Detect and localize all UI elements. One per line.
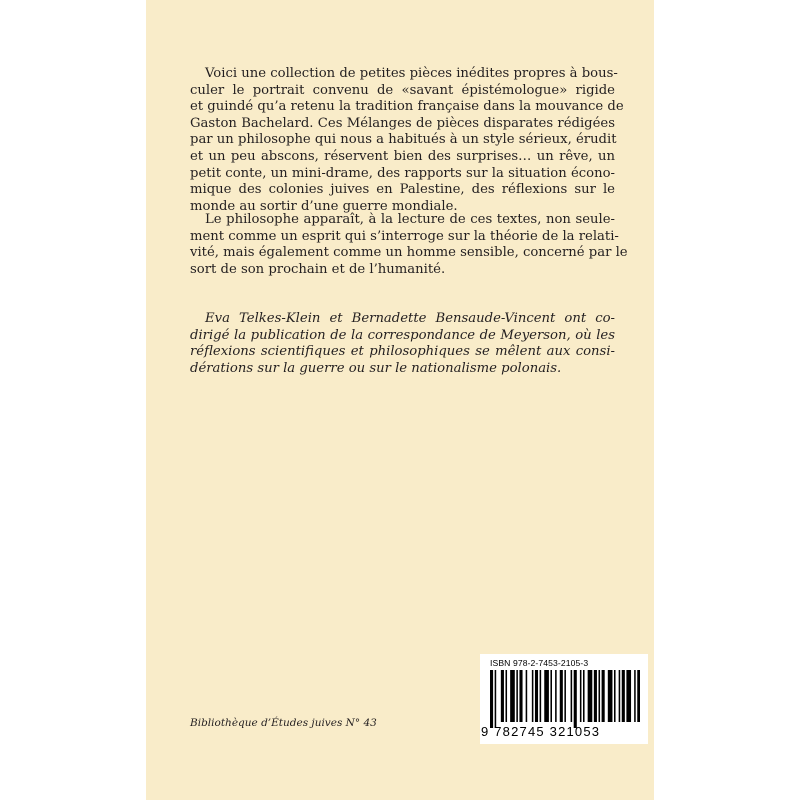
barcode-bar [540, 670, 542, 722]
barcode-bar [501, 670, 504, 722]
text-line: monde au sortir d’une guerre mondiale. [190, 198, 458, 214]
text-line: culer le portrait convenu de «savant épistémologue» rigide [190, 82, 615, 98]
barcode-bar [564, 670, 566, 722]
text-line: Voici une collection de petites pièces inédites propres à bous- [205, 66, 618, 81]
barcode-bar [626, 670, 631, 722]
barcode-bar [526, 670, 528, 722]
barcode-bar [519, 670, 522, 722]
text-line: et guindé qu’a retenu la tradition française dans la mouvance de [190, 99, 624, 115]
barcode-bar [571, 670, 573, 722]
text-line: dérations sur la guerre ou sur le nationalisme polonais. [190, 360, 562, 376]
isbn-label: ISBN 978-2-7453-2105-3 [490, 658, 589, 668]
barcode-bar [574, 670, 577, 728]
text-line: par un philosophe qui nous a habitués à un style sérieux, érudit [190, 132, 617, 148]
barcode-bar [637, 670, 640, 722]
barcode-bar [544, 670, 549, 722]
barcode-bar [516, 670, 518, 722]
barcode-digits: 9 782745 321053 [481, 724, 601, 739]
barcode-icon [488, 670, 640, 730]
text-line: dirigé la publication de la correspondance de Meyerson, où les [190, 327, 615, 343]
barcode-bar [588, 670, 593, 722]
editors-note [190, 311, 615, 377]
text-line: Le philosophe apparaît, à la lecture de ces textes, non seule- [205, 212, 615, 227]
back-cover [146, 0, 654, 800]
barcode-bar [622, 670, 625, 722]
text-line: Eva Telkes-Klein et Bernadette Bensaude-Vincent ont co- [205, 311, 615, 326]
blurb-paragraph-1 [190, 66, 624, 215]
barcode-bar [535, 670, 538, 722]
barcode-bar [594, 670, 597, 722]
barcode-bar [614, 670, 616, 722]
barcode-bar [608, 670, 613, 722]
barcode-bar [490, 670, 493, 728]
barcode-box [480, 654, 648, 744]
barcode-bar [532, 670, 534, 722]
barcode-bar [510, 670, 515, 722]
barcode-bar [634, 670, 636, 722]
barcode-bar [555, 670, 557, 722]
barcode-bar [495, 670, 497, 728]
barcode-bar [602, 670, 605, 722]
blurb-paragraph-2 [190, 212, 628, 278]
text-line: petit conte, un mini-drame, des rapports sur la situation écono- [190, 165, 615, 181]
barcode-bar [619, 670, 621, 722]
text-line: réflexions scientifiques et philosophiques se mêlent aux consi- [190, 344, 615, 360]
barcode-bar [583, 670, 585, 722]
text-line: sort de son prochain et de l’humanité. [190, 261, 446, 277]
text-line: mique des colonies juives en Palestine, des réflexions sur le [190, 182, 615, 198]
barcode-bar [599, 670, 601, 722]
text-line: vité, mais également comme un homme sensible, concerné par le [190, 245, 628, 261]
text-line: Gaston Bachelard. Ces Mélanges de pièces disparates rédigées [190, 115, 615, 131]
barcode-bar [506, 670, 508, 722]
barcode-bar [580, 670, 582, 722]
text-line: et un peu abscons, réservent bien des surprises… un rêve, un [190, 148, 615, 164]
series-label: Bibliothèque d’Études juives N° 43 [190, 717, 377, 729]
barcode-bar [550, 670, 552, 722]
barcode-bar [560, 670, 563, 722]
text-line: ment comme un esprit qui s’interroge sur la théorie de la relati- [190, 228, 619, 244]
